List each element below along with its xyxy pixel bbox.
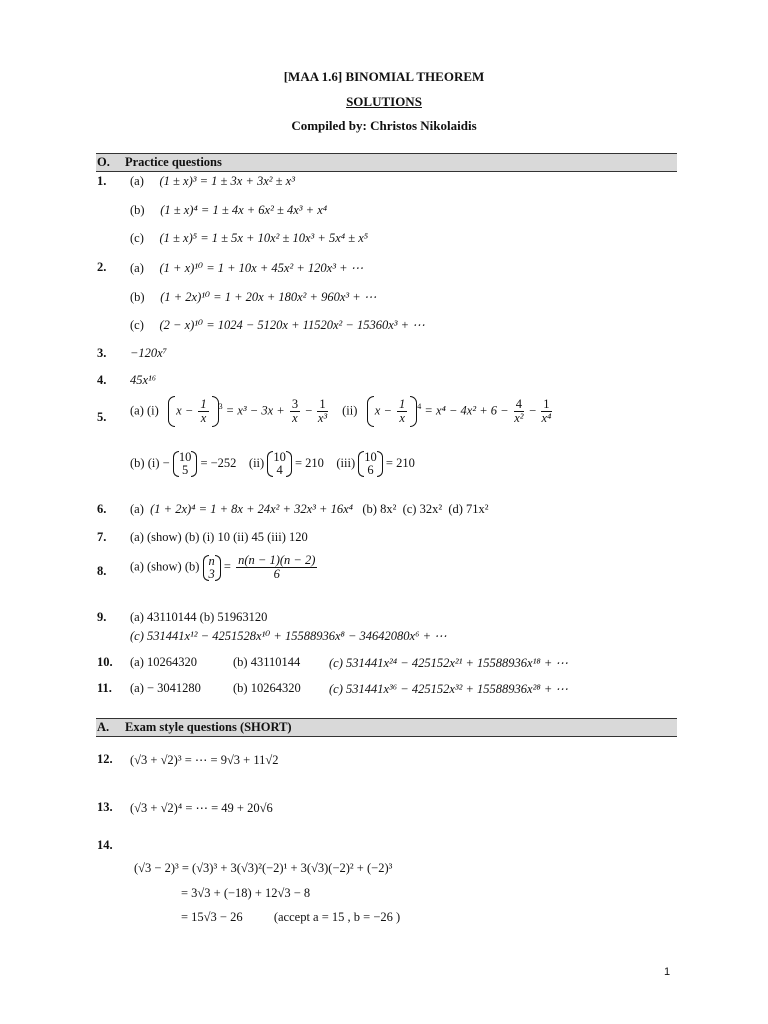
q2-a: (a) (1 + x)¹⁰ = 1 + 10x + 45x² + 120x³ + ⋯	[130, 261, 364, 275]
page-number: 1	[664, 966, 671, 978]
section-practice-header	[96, 153, 677, 172]
q6-answer: (a) (1 + 2x)⁴ = 1 + 8x + 24x² + 32x³ + 16x⁴ (b) 8x² (c) 32x² (d) 71x²	[130, 502, 489, 516]
section-title: Practice questions	[125, 155, 222, 169]
q5-number: 5.	[97, 410, 107, 424]
q1-a: (a) (1 ± x)³ = 1 ± 3x + 3x² ± x³	[130, 174, 295, 188]
q13-answer: (√3 + √2)⁴ = ⋯ = 49 + 20√6	[130, 801, 273, 815]
q8-answer: (a) (show) (b) n 3 = $\frac{n(n - 1)(n - 2)}{6}$	[130, 553, 316, 581]
q1-number: 1.	[97, 174, 107, 188]
q4-answer: 45x¹⁶	[130, 373, 157, 387]
q10-c: (c) 531441x²⁴ − 425152x²¹ + 15588936x¹⁸ + ⋯	[329, 656, 568, 670]
q11-c: (c) 531441x³⁶ − 425152x³² + 15588936x²⁸ + ⋯	[329, 682, 568, 696]
q14-line3: = 15√3 − 26 (accept a = 15 , b = −26 )	[181, 910, 401, 924]
q7-answer: (a) (show) (b) (i) 10 (ii) 45 (iii) 120	[130, 530, 308, 544]
q14-number: 14.	[97, 838, 113, 852]
q8-number: 8.	[97, 564, 107, 578]
q13-number: 13.	[97, 800, 113, 814]
q9-line1: (a) 43110144 (b) 51963120	[130, 610, 268, 624]
q1-c: (c) (1 ± x)⁵ = 1 ± 5x + 10x² ± 10x³ + 5x⁴ ± x⁵	[130, 231, 369, 245]
section-letter: A.	[97, 720, 110, 734]
q3-number: 3.	[97, 346, 107, 360]
q11-b: (b) 10264320	[233, 681, 301, 695]
q2-number: 2.	[97, 260, 107, 274]
q9-line2: (c) 531441x¹² − 4251528x¹⁰ + 15588936x⁸ − 34642080x⁶ + ⋯	[130, 629, 447, 643]
q10-number: 10.	[97, 655, 113, 669]
q7-number: 7.	[97, 530, 107, 544]
doc-author: Compiled by: Christos Nikolaidis	[291, 118, 477, 133]
q14-line1: (√3 − 2)³ = (√3)³ + 3(√3)²(−2)¹ + 3(√3)(−2)² + (−2)³	[134, 861, 393, 875]
q3-answer: −120x⁷	[130, 346, 168, 360]
q11-number: 11.	[97, 681, 112, 695]
q12-answer: (√3 + √2)³ = ⋯ = 9√3 + 11√2	[130, 753, 279, 767]
doc-title: [MAA 1.6] BINOMIAL THEOREM	[283, 69, 485, 84]
q2-b: (b) (1 + 2x)¹⁰ = 1 + 20x + 180x² + 960x³ + ⋯	[130, 290, 377, 304]
doc-subtitle: SOLUTIONS	[346, 94, 422, 109]
q12-number: 12.	[97, 752, 113, 766]
section-exam-header	[96, 718, 677, 737]
section-title: Exam style questions (SHORT)	[125, 720, 292, 734]
q4-number: 4.	[97, 373, 107, 387]
q2-c: (c) (2 − x)¹⁰ = 1024 − 5120x + 11520x² − 15360x³ + ⋯	[130, 318, 425, 332]
section-letter: O.	[97, 155, 110, 169]
q11-a: (a) − 3041280	[130, 681, 201, 695]
q6-number: 6.	[97, 502, 107, 516]
q5-a: (a) (i) x − $\frac{1}{x}$ $^3$ = x³ − 3x + $\frac{3}{x}$ − $\frac{1}{\text{x³}}$ (ii) x − $\frac{1}{x}$ $^4$ = x⁴ − 4x² + 6 − $\frac{4}{\text{x²}}$ − $\frac{1}{\text{x⁴}}$	[130, 397, 552, 425]
q5-b: (b) (i) − 10 5 = −252 (ii) 10 4 = 210 (iii) 10 6 = 210	[130, 450, 415, 477]
q14-line2: = 3√3 + (−18) + 12√3 − 8	[181, 886, 311, 900]
q10-b: (b) 43110144	[233, 655, 301, 669]
q9-number: 9.	[97, 610, 107, 624]
q10-a: (a) 10264320	[130, 655, 197, 669]
q1-b: (b) (1 ± x)⁴ = 1 ± 4x + 6x² ± 4x³ + x⁴	[130, 203, 328, 217]
